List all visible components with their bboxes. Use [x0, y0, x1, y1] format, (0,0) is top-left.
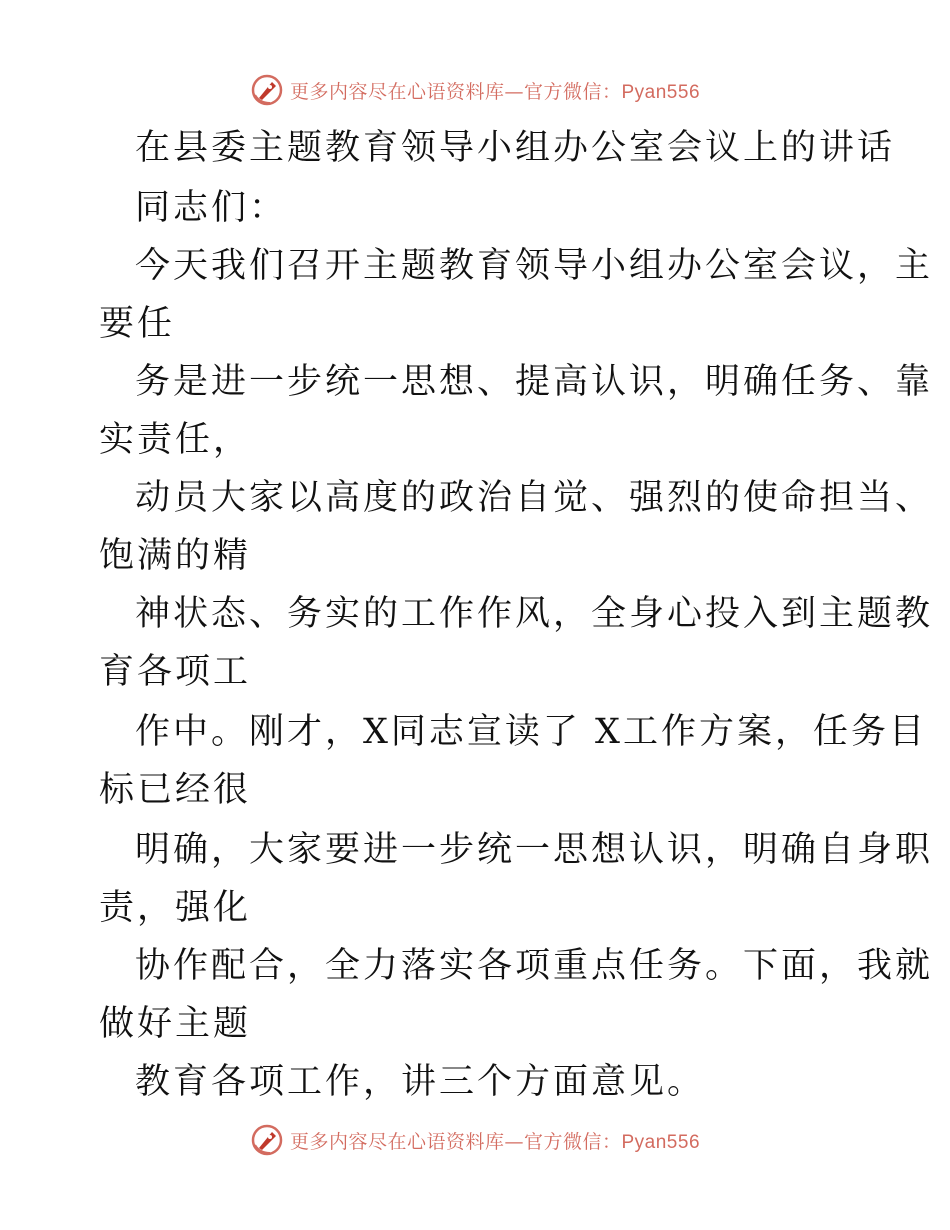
pen-nib-icon	[250, 1123, 284, 1157]
header-watermark	[0, 72, 950, 108]
paragraph-line: 作中。刚才，X同志宣读了 X工作方案，任务目	[135, 712, 927, 752]
document-title: 在县委主题教育领导小组办公室会议上的讲话	[135, 128, 896, 168]
watermark-wechat-id: Pyan556	[621, 1131, 701, 1153]
paragraph-line: 动员大家以高度的政治自觉、强烈的使命担当、	[135, 478, 934, 518]
paragraph-line: 实责任，	[99, 420, 252, 460]
paragraph-line: 神状态、务实的工作作风，全身心投入到主题教	[135, 594, 934, 634]
salutation: 同志们：	[135, 188, 288, 228]
paragraph-line: 务是进一步统一思想、提高认识，明确任务、靠	[135, 362, 934, 402]
paragraph-line: 育各项工	[99, 652, 252, 692]
paragraph-line: 要任	[99, 304, 176, 344]
pen-nib-icon	[250, 73, 284, 107]
paragraph-line: 今天我们召开主题教育领导小组办公室会议，主	[135, 246, 934, 286]
paragraph-line: 责，强化	[99, 888, 252, 928]
watermark-wechat-id: Pyan556	[621, 81, 701, 103]
watermark-text: 更多内容尽在心语资料库—官方微信：Pyan556	[289, 1130, 701, 1153]
paragraph-line: 标已经很	[99, 770, 252, 810]
footer-watermark	[0, 1122, 950, 1158]
paragraph-line: 教育各项工作，讲三个方面意见。	[135, 1062, 706, 1102]
paragraph-line: 饱满的精	[99, 536, 252, 576]
paragraph-line: 协作配合，全力落实各项重点任务。下面，我就	[135, 946, 934, 986]
watermark-text: 更多内容尽在心语资料库—官方微信：Pyan556	[289, 80, 701, 103]
paragraph-line: 明确，大家要进一步统一思想认识，明确自身职	[135, 830, 934, 870]
paragraph-line: 做好主题	[99, 1004, 252, 1044]
